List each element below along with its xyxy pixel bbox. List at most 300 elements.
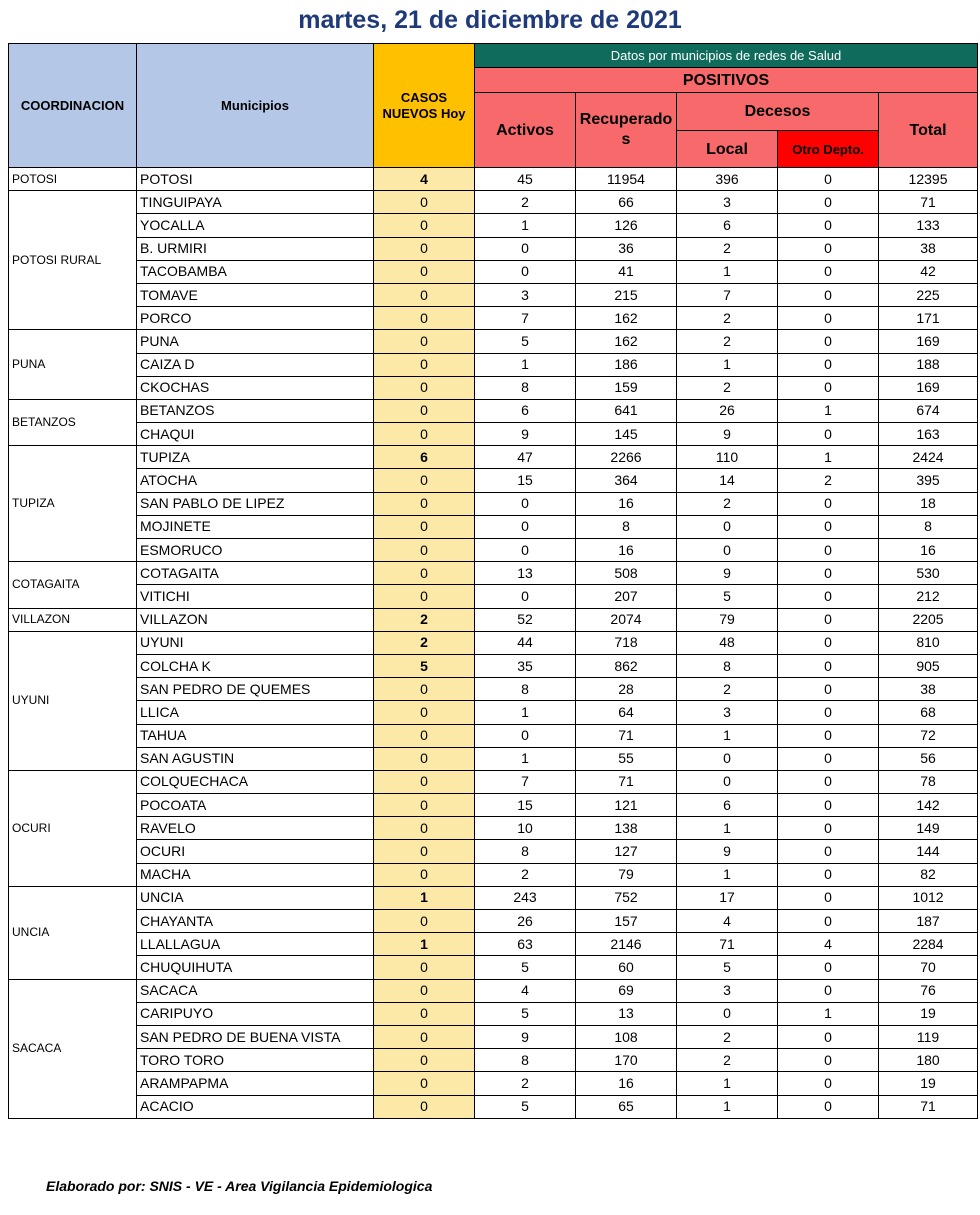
decesos-local-cell: 9 (677, 840, 778, 863)
activos-cell: 243 (475, 886, 576, 909)
activos-cell: 15 (475, 794, 576, 817)
municipio-cell: VITICHI (137, 585, 374, 608)
casos-nuevos-cell: 1 (374, 886, 475, 909)
decesos-local-cell: 3 (677, 701, 778, 724)
decesos-otro-cell: 0 (778, 863, 879, 886)
decesos-otro-cell: 0 (778, 701, 879, 724)
casos-nuevos-cell: 1 (374, 933, 475, 956)
table-body (9, 168, 978, 1119)
casos-nuevos-cell: 0 (374, 840, 475, 863)
activos-cell: 2 (475, 1072, 576, 1095)
header-positivos: POSITIVOS (475, 68, 978, 93)
decesos-otro-cell: 0 (778, 283, 879, 306)
total-cell: 71 (879, 191, 978, 214)
decesos-otro-cell: 0 (778, 376, 879, 399)
municipio-cell: YOCALLA (137, 214, 374, 237)
covid-municipios-table (8, 43, 978, 1119)
total-cell: 212 (879, 585, 978, 608)
activos-cell: 7 (475, 770, 576, 793)
municipio-cell: UNCIA (137, 886, 374, 909)
coordinacion-cell: PUNA (9, 330, 137, 400)
decesos-otro-cell: 0 (778, 515, 879, 538)
decesos-otro-cell: 0 (778, 817, 879, 840)
total-cell: 38 (879, 678, 978, 701)
activos-cell: 3 (475, 283, 576, 306)
table-row (9, 1072, 978, 1095)
total-cell: 2284 (879, 933, 978, 956)
recuperados-cell: 16 (576, 539, 677, 562)
casos-nuevos-cell: 0 (374, 701, 475, 724)
decesos-local-cell: 9 (677, 562, 778, 585)
header-casos-nuevos (374, 44, 475, 168)
decesos-otro-cell: 0 (778, 307, 879, 330)
decesos-local-cell: 26 (677, 399, 778, 422)
casos-nuevos-cell: 0 (374, 747, 475, 770)
decesos-local-cell: 2 (677, 1025, 778, 1048)
decesos-local-cell: 1 (677, 260, 778, 283)
total-cell: 395 (879, 469, 978, 492)
activos-cell: 1 (475, 701, 576, 724)
recuperados-cell: 186 (576, 353, 677, 376)
activos-cell: 7 (475, 307, 576, 330)
table-row (9, 770, 978, 793)
decesos-local-cell: 2 (677, 376, 778, 399)
table-row (9, 747, 978, 770)
casos-nuevos-cell: 0 (374, 191, 475, 214)
municipio-cell: PUNA (137, 330, 374, 353)
activos-cell: 0 (475, 260, 576, 283)
page-title: martes, 21 de diciembre de 2021 (298, 6, 682, 34)
decesos-otro-cell: 0 (778, 1095, 879, 1118)
activos-cell: 0 (475, 515, 576, 538)
decesos-otro-cell: 0 (778, 956, 879, 979)
decesos-otro-cell: 0 (778, 260, 879, 283)
recuperados-cell: 79 (576, 863, 677, 886)
footer-credit: Elaborado por: SNIS - VE - Area Vigilancia Epidemiologica (46, 1178, 433, 1194)
municipio-cell: COTAGAITA (137, 562, 374, 585)
casos-nuevos-cell: 0 (374, 724, 475, 747)
table-row (9, 423, 978, 446)
municipio-cell: ATOCHA (137, 469, 374, 492)
decesos-otro-cell: 0 (778, 631, 879, 654)
decesos-local-cell: 71 (677, 933, 778, 956)
total-cell: 76 (879, 979, 978, 1002)
activos-cell: 8 (475, 1049, 576, 1072)
recuperados-cell: 55 (576, 747, 677, 770)
header-recuperados-line1: Recuperado (579, 111, 673, 128)
activos-cell: 10 (475, 817, 576, 840)
table-row (9, 631, 978, 654)
total-cell: 72 (879, 724, 978, 747)
header-decesos: Decesos (677, 93, 879, 131)
decesos-local-cell: 2 (677, 330, 778, 353)
total-cell: 12395 (879, 168, 978, 191)
decesos-local-cell: 1 (677, 863, 778, 886)
decesos-local-cell: 0 (677, 539, 778, 562)
decesos-otro-cell: 4 (778, 933, 879, 956)
decesos-local-cell: 79 (677, 608, 778, 631)
municipio-cell: CHAQUI (137, 423, 374, 446)
total-cell: 149 (879, 817, 978, 840)
decesos-otro-cell: 0 (778, 539, 879, 562)
table-row (9, 469, 978, 492)
recuperados-cell: 170 (576, 1049, 677, 1072)
coordinacion-cell: BETANZOS (9, 399, 137, 445)
coordinacion-cell: OCURI (9, 770, 137, 886)
decesos-local-cell: 3 (677, 191, 778, 214)
total-cell: 133 (879, 214, 978, 237)
casos-nuevos-cell: 0 (374, 678, 475, 701)
municipio-cell: SAN PABLO DE LIPEZ (137, 492, 374, 515)
total-cell: 68 (879, 701, 978, 724)
total-cell: 169 (879, 376, 978, 399)
decesos-otro-cell: 0 (778, 886, 879, 909)
casos-nuevos-cell: 0 (374, 1095, 475, 1118)
municipio-cell: TOMAVE (137, 283, 374, 306)
total-cell: 8 (879, 515, 978, 538)
municipio-cell: LLALLAGUA (137, 933, 374, 956)
total-cell: 2424 (879, 446, 978, 469)
decesos-local-cell: 5 (677, 585, 778, 608)
casos-nuevos-cell: 0 (374, 794, 475, 817)
decesos-otro-cell: 0 (778, 1049, 879, 1072)
recuperados-cell: 127 (576, 840, 677, 863)
recuperados-cell: 11954 (576, 168, 677, 191)
total-cell: 82 (879, 863, 978, 886)
table-row (9, 492, 978, 515)
activos-cell: 2 (475, 863, 576, 886)
header-recuperados-line2: s (621, 131, 631, 148)
recuperados-cell: 60 (576, 956, 677, 979)
total-cell: 1012 (879, 886, 978, 909)
table-row (9, 608, 978, 631)
casos-nuevos-cell: 0 (374, 307, 475, 330)
total-cell: 19 (879, 1072, 978, 1095)
recuperados-cell: 162 (576, 307, 677, 330)
total-cell: 19 (879, 1002, 978, 1025)
activos-cell: 5 (475, 1095, 576, 1118)
decesos-local-cell: 0 (677, 515, 778, 538)
municipio-cell: TACOBAMBA (137, 260, 374, 283)
table-row (9, 678, 978, 701)
casos-nuevos-cell: 0 (374, 469, 475, 492)
activos-cell: 0 (475, 585, 576, 608)
recuperados-cell: 16 (576, 492, 677, 515)
recuperados-cell: 2074 (576, 608, 677, 631)
total-cell: 42 (879, 260, 978, 283)
activos-cell: 35 (475, 654, 576, 677)
table-row (9, 446, 978, 469)
recuperados-cell: 28 (576, 678, 677, 701)
table-row (9, 840, 978, 863)
recuperados-cell: 145 (576, 423, 677, 446)
activos-cell: 1 (475, 353, 576, 376)
municipio-cell: POTOSI (137, 168, 374, 191)
table-row (9, 910, 978, 933)
decesos-otro-cell: 1 (778, 1002, 879, 1025)
header-datos: Datos por municipios de redes de Salud (475, 44, 978, 68)
recuperados-cell: 66 (576, 191, 677, 214)
recuperados-cell: 207 (576, 585, 677, 608)
recuperados-cell: 65 (576, 1095, 677, 1118)
recuperados-cell: 16 (576, 1072, 677, 1095)
decesos-otro-cell: 0 (778, 1025, 879, 1048)
table-row (9, 863, 978, 886)
header-casos-line1: CASOS (400, 89, 448, 105)
decesos-local-cell: 1 (677, 1072, 778, 1095)
decesos-local-cell: 7 (677, 283, 778, 306)
decesos-local-cell: 0 (677, 1002, 778, 1025)
decesos-local-cell: 17 (677, 886, 778, 909)
activos-cell: 2 (475, 191, 576, 214)
casos-nuevos-cell: 5 (374, 654, 475, 677)
activos-cell: 44 (475, 631, 576, 654)
table-row (9, 376, 978, 399)
decesos-local-cell: 4 (677, 910, 778, 933)
coordinacion-cell: COTAGAITA (9, 562, 137, 608)
activos-cell: 8 (475, 840, 576, 863)
decesos-local-cell: 0 (677, 770, 778, 793)
municipio-cell: TINGUIPAYA (137, 191, 374, 214)
recuperados-cell: 162 (576, 330, 677, 353)
decesos-local-cell: 2 (677, 678, 778, 701)
decesos-otro-cell: 2 (778, 469, 879, 492)
activos-cell: 9 (475, 423, 576, 446)
decesos-otro-cell: 0 (778, 724, 879, 747)
decesos-local-cell: 1 (677, 1095, 778, 1118)
decesos-otro-cell: 1 (778, 446, 879, 469)
casos-nuevos-cell: 0 (374, 1025, 475, 1048)
total-cell: 180 (879, 1049, 978, 1072)
municipio-cell: ARAMPAPMA (137, 1072, 374, 1095)
recuperados-cell: 641 (576, 399, 677, 422)
municipio-cell: ESMORUCO (137, 539, 374, 562)
recuperados-cell: 215 (576, 283, 677, 306)
total-cell: 171 (879, 307, 978, 330)
total-cell: 810 (879, 631, 978, 654)
recuperados-cell: 69 (576, 979, 677, 1002)
activos-cell: 4 (475, 979, 576, 1002)
decesos-local-cell: 0 (677, 747, 778, 770)
recuperados-cell: 121 (576, 794, 677, 817)
decesos-local-cell: 3 (677, 979, 778, 1002)
decesos-local-cell: 110 (677, 446, 778, 469)
municipio-cell: TORO TORO (137, 1049, 374, 1072)
table-row (9, 191, 978, 214)
municipio-cell: POCOATA (137, 794, 374, 817)
decesos-otro-cell: 0 (778, 770, 879, 793)
municipio-cell: SACACA (137, 979, 374, 1002)
table-row (9, 701, 978, 724)
decesos-otro-cell: 0 (778, 585, 879, 608)
table-row (9, 1049, 978, 1072)
total-cell: 119 (879, 1025, 978, 1048)
municipio-cell: OCURI (137, 840, 374, 863)
casos-nuevos-cell: 0 (374, 260, 475, 283)
total-cell: 144 (879, 840, 978, 863)
casos-nuevos-cell: 0 (374, 423, 475, 446)
recuperados-cell: 718 (576, 631, 677, 654)
recuperados-cell: 126 (576, 214, 677, 237)
municipio-cell: CHUQUIHUTA (137, 956, 374, 979)
municipio-cell: TAHUA (137, 724, 374, 747)
header-otro-depto: Otro Depto. (778, 131, 879, 168)
table-row (9, 237, 978, 260)
total-cell: 674 (879, 399, 978, 422)
header-recuperados (576, 93, 677, 168)
decesos-otro-cell: 0 (778, 979, 879, 1002)
table-row (9, 724, 978, 747)
table-row (9, 283, 978, 306)
total-cell: 163 (879, 423, 978, 446)
decesos-otro-cell: 0 (778, 191, 879, 214)
activos-cell: 0 (475, 492, 576, 515)
decesos-otro-cell: 0 (778, 353, 879, 376)
table-row (9, 399, 978, 422)
decesos-otro-cell: 0 (778, 330, 879, 353)
total-cell: 70 (879, 956, 978, 979)
total-cell: 2205 (879, 608, 978, 631)
table-row (9, 330, 978, 353)
table-row (9, 1002, 978, 1025)
municipio-cell: TUPIZA (137, 446, 374, 469)
municipio-cell: MACHA (137, 863, 374, 886)
decesos-local-cell: 5 (677, 956, 778, 979)
table-row (9, 794, 978, 817)
activos-cell: 5 (475, 1002, 576, 1025)
activos-cell: 0 (475, 724, 576, 747)
municipio-cell: LLICA (137, 701, 374, 724)
recuperados-cell: 508 (576, 562, 677, 585)
decesos-otro-cell: 0 (778, 608, 879, 631)
recuperados-cell: 862 (576, 654, 677, 677)
decesos-local-cell: 2 (677, 1049, 778, 1072)
table-row (9, 886, 978, 909)
activos-cell: 8 (475, 376, 576, 399)
total-cell: 142 (879, 794, 978, 817)
casos-nuevos-cell: 0 (374, 979, 475, 1002)
coordinacion-cell: POTOSI (9, 168, 137, 191)
activos-cell: 47 (475, 446, 576, 469)
decesos-local-cell: 14 (677, 469, 778, 492)
activos-cell: 5 (475, 330, 576, 353)
coordinacion-cell: UYUNI (9, 631, 137, 770)
activos-cell: 1 (475, 214, 576, 237)
table-row (9, 654, 978, 677)
activos-cell: 0 (475, 539, 576, 562)
coordinacion-cell: TUPIZA (9, 446, 137, 562)
table-row (9, 1025, 978, 1048)
casos-nuevos-cell: 0 (374, 863, 475, 886)
casos-nuevos-cell: 0 (374, 910, 475, 933)
table-row (9, 307, 978, 330)
coordinacion-cell: SACACA (9, 979, 137, 1118)
decesos-otro-cell: 0 (778, 492, 879, 515)
decesos-otro-cell: 0 (778, 423, 879, 446)
casos-nuevos-cell: 6 (374, 446, 475, 469)
casos-nuevos-cell: 0 (374, 770, 475, 793)
coordinacion-cell: POTOSI RURAL (9, 191, 137, 330)
municipio-cell: SAN PEDRO DE BUENA VISTA (137, 1025, 374, 1048)
decesos-local-cell: 9 (677, 423, 778, 446)
total-cell: 169 (879, 330, 978, 353)
total-cell: 530 (879, 562, 978, 585)
municipio-cell: ACACIO (137, 1095, 374, 1118)
municipio-cell: SAN AGUSTIN (137, 747, 374, 770)
header-casos-line2: NUEVOS Hoy (382, 105, 466, 121)
decesos-local-cell: 1 (677, 353, 778, 376)
activos-cell: 15 (475, 469, 576, 492)
total-cell: 16 (879, 539, 978, 562)
recuperados-cell: 2146 (576, 933, 677, 956)
decesos-local-cell: 1 (677, 817, 778, 840)
recuperados-cell: 364 (576, 469, 677, 492)
decesos-otro-cell: 0 (778, 840, 879, 863)
decesos-otro-cell: 0 (778, 747, 879, 770)
decesos-otro-cell: 0 (778, 678, 879, 701)
casos-nuevos-cell: 0 (374, 539, 475, 562)
recuperados-cell: 36 (576, 237, 677, 260)
activos-cell: 8 (475, 678, 576, 701)
decesos-otro-cell: 0 (778, 654, 879, 677)
table-row (9, 562, 978, 585)
activos-cell: 5 (475, 956, 576, 979)
activos-cell: 6 (475, 399, 576, 422)
activos-cell: 9 (475, 1025, 576, 1048)
table-row (9, 979, 978, 1002)
table-row (9, 956, 978, 979)
decesos-local-cell: 2 (677, 307, 778, 330)
casos-nuevos-cell: 2 (374, 631, 475, 654)
recuperados-cell: 64 (576, 701, 677, 724)
casos-nuevos-cell: 0 (374, 1072, 475, 1095)
municipio-cell: CAIZA D (137, 353, 374, 376)
coordinacion-cell: VILLAZON (9, 608, 137, 631)
decesos-local-cell: 2 (677, 237, 778, 260)
header-coordinacion: COORDINACION (9, 44, 137, 168)
table-row (9, 260, 978, 283)
total-cell: 38 (879, 237, 978, 260)
casos-nuevos-cell: 0 (374, 492, 475, 515)
recuperados-cell: 8 (576, 515, 677, 538)
recuperados-cell: 752 (576, 886, 677, 909)
casos-nuevos-cell: 0 (374, 515, 475, 538)
municipio-cell: COLQUECHACA (137, 770, 374, 793)
total-cell: 225 (879, 283, 978, 306)
decesos-otro-cell: 0 (778, 562, 879, 585)
casos-nuevos-cell: 0 (374, 353, 475, 376)
decesos-local-cell: 48 (677, 631, 778, 654)
header-local: Local (677, 131, 778, 168)
municipio-cell: VILLAZON (137, 608, 374, 631)
recuperados-cell: 157 (576, 910, 677, 933)
coordinacion-cell: UNCIA (9, 886, 137, 979)
activos-cell: 26 (475, 910, 576, 933)
municipio-cell: CARIPUYO (137, 1002, 374, 1025)
recuperados-cell: 41 (576, 260, 677, 283)
header-activos: Activos (475, 93, 576, 168)
casos-nuevos-cell: 0 (374, 585, 475, 608)
table-row (9, 539, 978, 562)
table-row (9, 817, 978, 840)
table-row (9, 585, 978, 608)
decesos-local-cell: 396 (677, 168, 778, 191)
casos-nuevos-cell: 0 (374, 956, 475, 979)
casos-nuevos-cell: 0 (374, 817, 475, 840)
total-cell: 56 (879, 747, 978, 770)
decesos-otro-cell: 0 (778, 168, 879, 191)
recuperados-cell: 71 (576, 724, 677, 747)
